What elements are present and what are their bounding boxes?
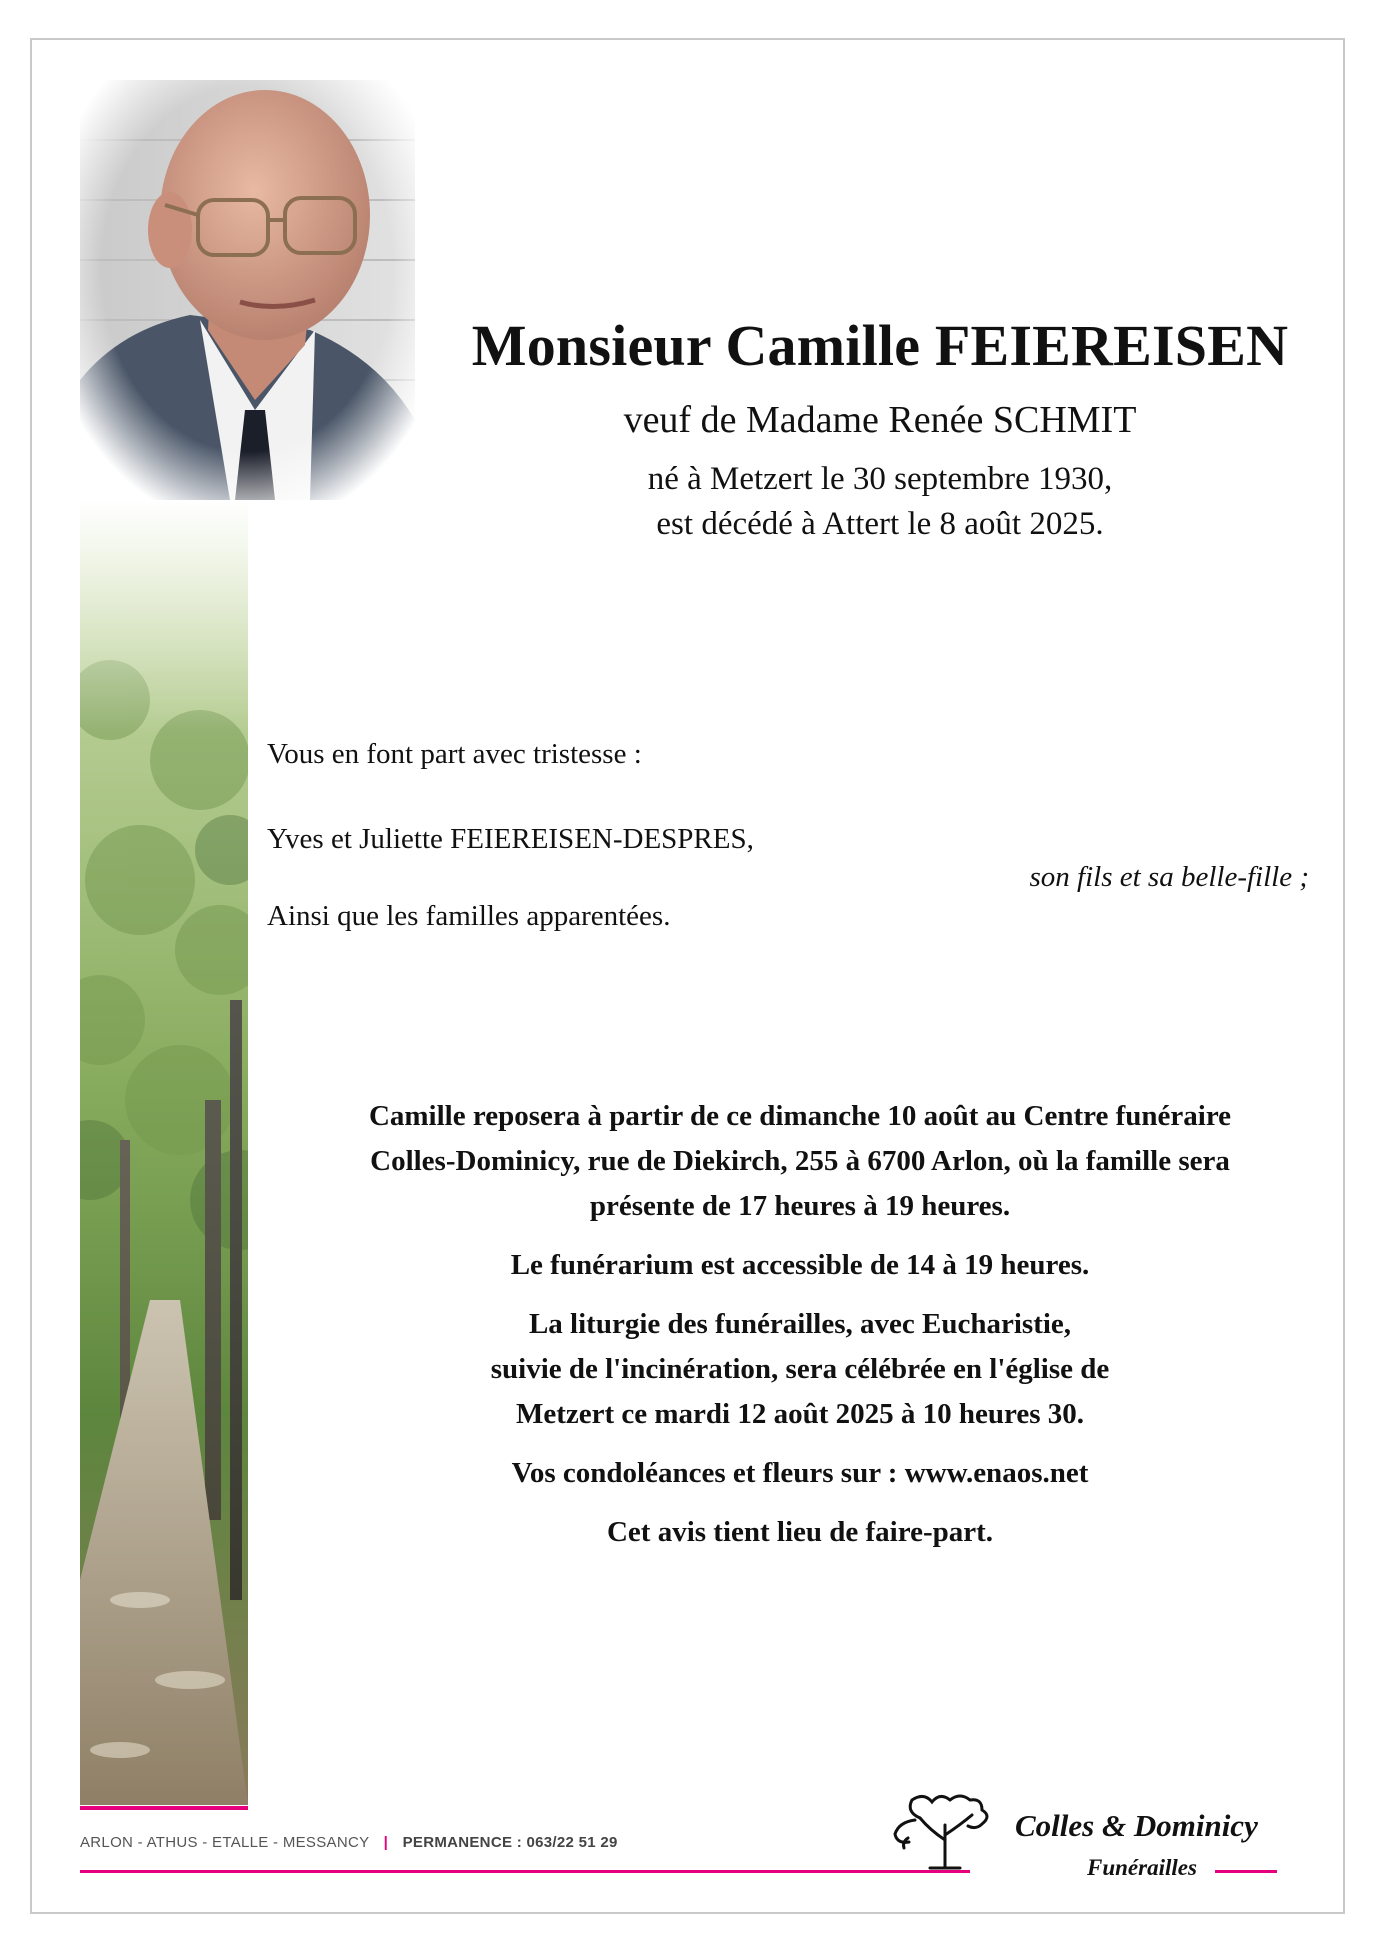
life-dates bbox=[440, 457, 1320, 547]
footer-locations: ARLON - ATHUS - ETALLE - MESSANCY bbox=[80, 1834, 370, 1851]
announcement-intro: Vous en font part avec tristesse : bbox=[267, 738, 642, 770]
forest-path-image bbox=[80, 500, 248, 1805]
other-families: Ainsi que les familles apparentées. bbox=[267, 900, 671, 932]
accent-bar bbox=[80, 1806, 248, 1810]
rest-paragraph bbox=[270, 1094, 1330, 1229]
portrait-photo bbox=[80, 80, 415, 500]
rest-line-1: Camille reposera à partir de ce dimanche 10 août au Centre funéraire bbox=[368, 1100, 1232, 1132]
death-line: est décédé à Attert le 8 août 2025. bbox=[656, 506, 1104, 542]
rest-line-3: présente de 17 heures à 19 heures. bbox=[589, 1190, 1011, 1222]
ceremony-details bbox=[270, 1094, 1330, 1569]
liturgy-line-2: suivie de l'incinération, sera célébrée en l'église de bbox=[490, 1353, 1110, 1385]
rest-line-2: Colles-Dominicy, rue de Diekirch, 255 à 6700 Arlon, où la famille sera bbox=[370, 1145, 1230, 1177]
birth-line: né à Metzert le 30 septembre 1930, bbox=[647, 461, 1113, 497]
footer-accent-line-right bbox=[1215, 1870, 1277, 1873]
tree-logo-icon bbox=[890, 1790, 1000, 1875]
condolences-link[interactable]: Vos condoléances et fleurs sur : www.enaos.net bbox=[511, 1457, 1089, 1489]
family-relation: son fils et sa belle-fille ; bbox=[1029, 861, 1309, 893]
liturgy-paragraph bbox=[270, 1302, 1330, 1437]
footer-accent-line bbox=[80, 1870, 970, 1873]
notice-line: Cet avis tient lieu de faire-part. bbox=[606, 1516, 994, 1548]
brand-subtitle: Funérailles bbox=[1087, 1855, 1197, 1880]
footer-permanence: PERMANENCE : 063/22 51 29 bbox=[402, 1834, 618, 1851]
deceased-name: Monsieur Camille FEIEREISEN bbox=[471, 313, 1289, 378]
funerarium-hours: Le funérarium est accessible de 14 à 19 heures. bbox=[510, 1249, 1090, 1281]
widow-line: veuf de Madame Renée SCHMIT bbox=[623, 399, 1137, 441]
liturgy-line-1: La liturgie des funérailles, avec Eucharistie, bbox=[528, 1308, 1072, 1340]
footer-separator: | bbox=[383, 1834, 389, 1851]
liturgy-line-3: Metzert ce mardi 12 août 2025 à 10 heures 30. bbox=[515, 1398, 1085, 1430]
family-member: Yves et Juliette FEIEREISEN-DESPRES, bbox=[267, 823, 754, 855]
brand-name: Colles & Dominicy bbox=[1015, 1808, 1258, 1843]
footer-contact bbox=[80, 1834, 618, 1851]
